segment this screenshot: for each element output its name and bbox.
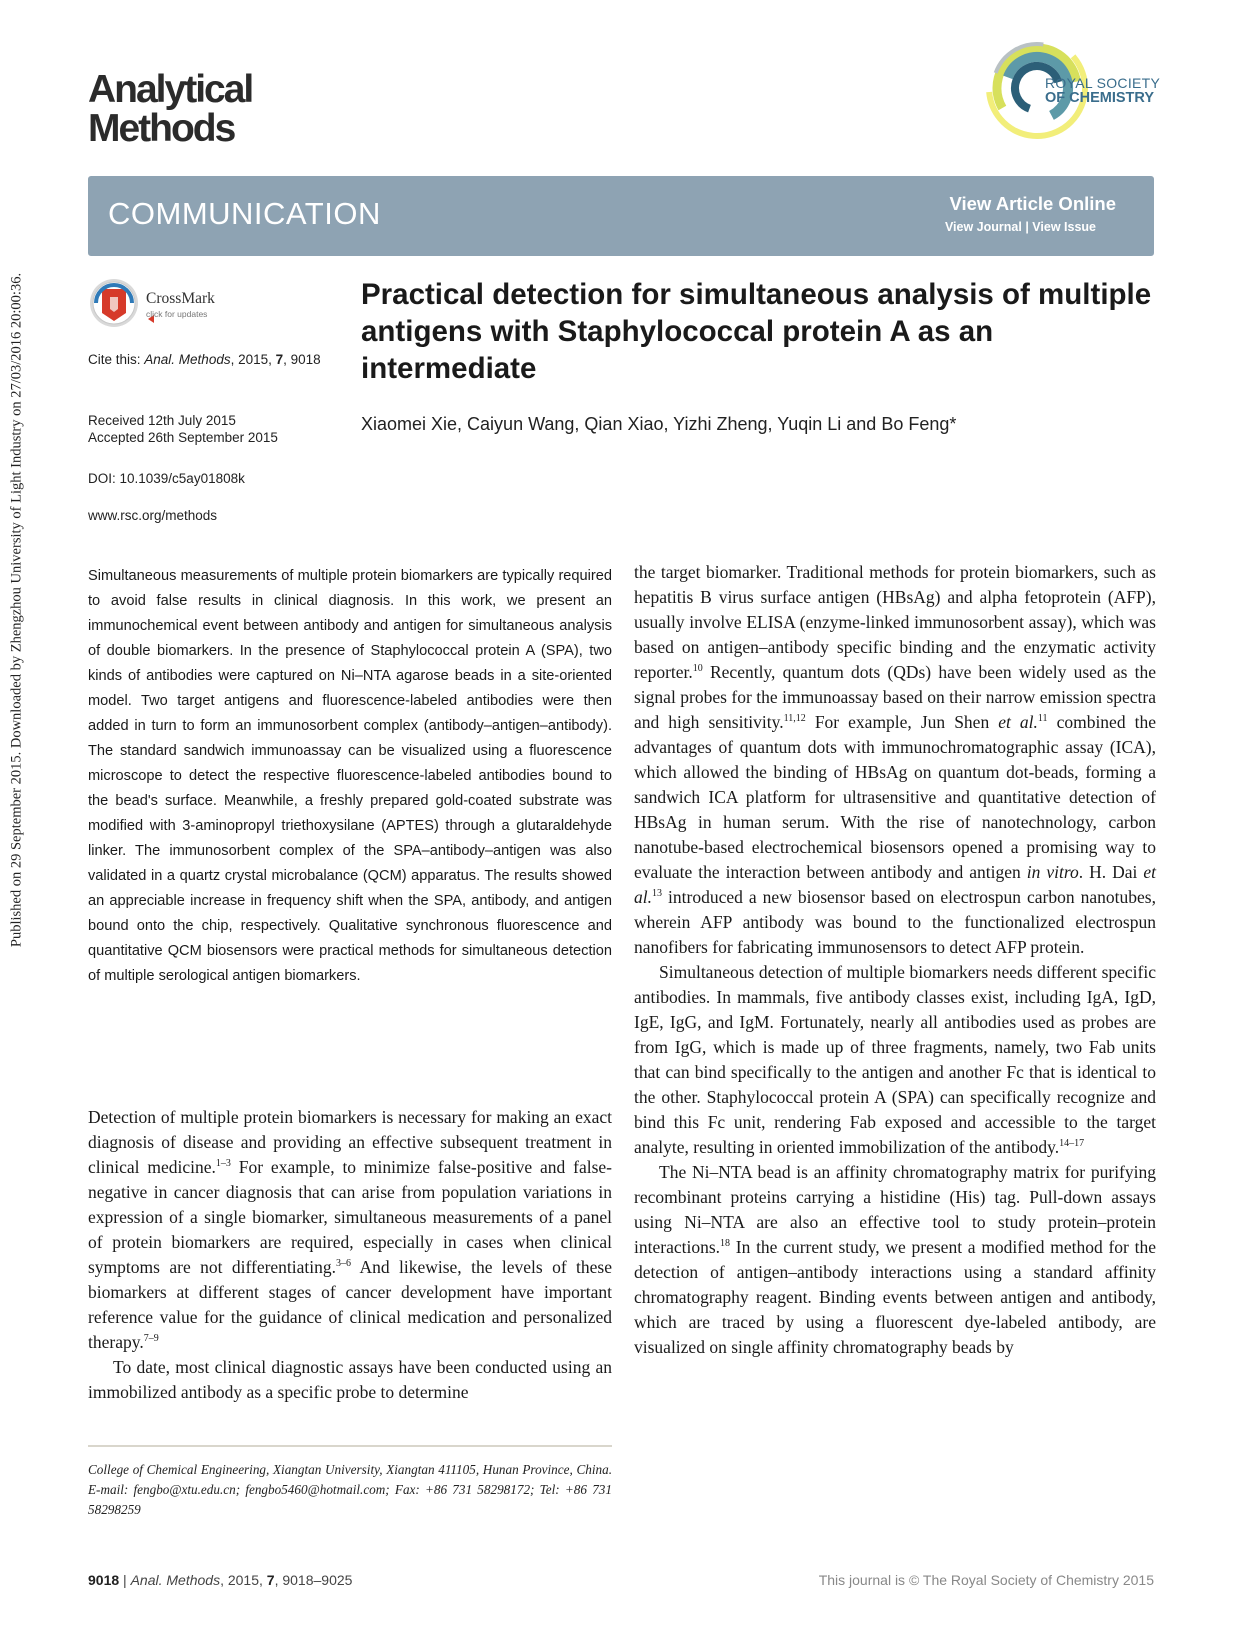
- view-links: [945, 220, 1096, 234]
- side-note-text: Published on 29 September 2015. Downloaded by Zhengzhou University of Light Industry on 27/03/2016 20:00:36.: [8, 272, 25, 948]
- article-title: Practical detection for simultaneous analysis of multiple antigens with Staphylococcal protein A as an intermediate: [361, 278, 1152, 385]
- doi[interactable]: DOI: 10.1039/c5ay01808k: [88, 471, 245, 486]
- journal-name-line1: Analytical: [88, 68, 253, 111]
- footer-journal: Anal. Methods: [130, 1572, 221, 1588]
- affiliation-footnote: College of Chemical Engineering, Xiangtan University, Xiangtan 411105, Hunan Province, China. E-mail: fengbo@xtu.edu.cn; fengbo5460@hotmail.com; Fax: +86 731 58298172; Tel: +86 731 58298259: [88, 1462, 612, 1517]
- reference-link[interactable]: 14–17: [1059, 1138, 1085, 1150]
- page-number: 9018: [88, 1572, 120, 1588]
- publisher-line1: ROYAL SOCIETY: [1045, 75, 1161, 91]
- reference-link[interactable]: 18: [720, 1238, 731, 1250]
- reference-link[interactable]: 10: [692, 663, 703, 675]
- text: combined the advantages of quantum dots with immunochromatographic assay (ICA), which allowed the binding of HBsAg on quantum dot-beads, forming a sandwich ICA platform for ultrasensitive and quantitative detection of HBsAg in human serum. With the rise of nanotechnology, carbon nanotube-based electrochemical biosensors opened a promising way to evaluate the interaction between antibody and antigen: [634, 712, 1156, 882]
- footer-separator: |: [119, 1572, 131, 1588]
- text: In the current study, we present a modified method for the detection of antigen–antibody interactions using a standard affinity chromatography reagent. Binding events between antigen and antibody, which are traced by using a fluorescent dye-labeled antibody, are visualized on single affinity chromatography beads by: [634, 1237, 1156, 1357]
- cite-volume: 7: [275, 352, 284, 367]
- paragraph: [88, 1105, 612, 1355]
- side-margin-note: [4, 200, 30, 1020]
- cite-year: , 2015,: [230, 352, 276, 367]
- cite-page: , 9018: [283, 352, 321, 367]
- crossmark-sublabel[interactable]: click for updates: [146, 309, 208, 319]
- received-date: Received 12th July 2015: [88, 413, 236, 428]
- text: . H. Dai: [1078, 862, 1144, 882]
- view-journal-link[interactable]: View Journal: [944, 220, 1022, 234]
- article-type-label: COMMUNICATION: [108, 196, 381, 231]
- abstract: Simultaneous measurements of multiple protein biomarkers are typically required to avoid false results in clinical diagnosis. In this work, we present an immunochemical event between antibody and antigen for simultaneous analysis of double biomarkers. In the presence of Staphylococcal protein A (SPA), two kinds of antibodies were captured on Ni–NTA agarose beads in a site-oriented model. Two target antigens and fluorescence-labeled antibodies were then added in turn to form an immunosorbent complex (antibody–antigen–antibody). The standard sandwich immunoassay can be visualized using a fluorescence microscope to detect the respective fluorescence-labeled antibodies bound to the bead's surface. Meanwhile, a freshly prepared gold-coated substrate was modified with 3-aminopropyl triethoxysilane (APTES) through a glutaraldehyde linker. The immunosorbent complex of the SPA–antibody–antigen was also validated in a quartz crystal microbalance (QCM) apparatus. The results showed an appreciable increase in frequency shift when the SPA, antibody, and antigen bound onto the chip, respectively. Qualitative synchronous fluorescence and quantitative QCM biosensors were practical methods for simultaneous detection of multiple serological antigen biomarkers.: [88, 568, 612, 984]
- reference-link[interactable]: 11: [1037, 713, 1048, 725]
- text-italic: et al.: [634, 862, 1157, 907]
- author-list: Xiaomei Xie, Caiyun Wang, Qian Xiao, Yizhi Zheng, Yuqin Li and Bo Feng*: [361, 414, 957, 434]
- text: The Ni–NTA bead is an affinity chromatography matrix for purifying recombinant proteins carrying a histidine (His) tag. Pull-down assays using Ni–NTA are also an effective tool to study protein–protein interactions.: [634, 1162, 1156, 1257]
- publisher-line2: OF CHEMISTRY: [1045, 90, 1155, 106]
- accepted-date: Accepted 26th September 2015: [88, 430, 278, 445]
- body-column-left: [88, 1105, 612, 1405]
- text: To date, most clinical diagnostic assays have been conducted using an immobilized antibody as a specific probe to determine: [88, 1357, 612, 1402]
- publisher-name: [1045, 76, 1160, 106]
- text: Simultaneous detection of multiple biomarkers needs different specific antibodies. In mammals, five antibody classes exist, including IgA, IgD, IgE, IgG, and IgM. Fortunately, nearly all antibodies used as probes are from IgG, which is made up of three fragments, namely, two Fab units that can bind specifically to the antigen and another Fc that is identical to the other. Staphylococcal protein A (SPA) can specifically recognize and bind this Fc unit, rendering Fab exposed and accessible to the target analyte, resulting in oriented immobilization of the antibody.: [634, 962, 1156, 1157]
- paragraph: [88, 1355, 612, 1405]
- footer-pages: , 9018–9025: [274, 1572, 353, 1588]
- reference-link[interactable]: 13: [652, 888, 662, 900]
- reference-link[interactable]: 1–3: [215, 1158, 231, 1170]
- footer-year: , 2015,: [220, 1572, 267, 1588]
- footnote-divider: [88, 1445, 612, 1447]
- footer-volume: 7: [266, 1572, 275, 1588]
- link-separator: |: [1025, 220, 1029, 234]
- paragraph: [634, 1160, 1156, 1360]
- journal-name-line2: Methods: [88, 107, 235, 150]
- text: For example, to minimize false-positive and false-negative in cancer diagnosis that can arise from population variations in expression of a single biomarker, simultaneous measurements of a panel of protein biomarkers are required, especially in cases when clinical symptoms are not differentiating.: [88, 1157, 613, 1277]
- paragraph: [634, 960, 1156, 1160]
- copyright-notice: This journal is © The Royal Society of Chemistry 2015: [818, 1572, 1154, 1588]
- cite-prefix: Cite this:: [88, 352, 145, 367]
- crossmark-label[interactable]: CrossMark: [146, 290, 215, 307]
- text: Detection of multiple protein biomarkers is necessary for making an exact diagnosis of disease and providing an effective subsequent treatment in clinical medicine.: [88, 1107, 612, 1177]
- dates: [88, 412, 278, 446]
- text: And likewise, the levels of these biomarkers at different stages of cancer development have important reference value for the guidance of clinical medication and personalized therapy.: [88, 1257, 612, 1352]
- text: For example, Jun Shen: [805, 712, 999, 732]
- text: Recently, quantum dots (QDs) have been widely used as the signal probes for the immunoassay based on their narrow emission spectra and high sensitivity.: [634, 662, 1156, 732]
- citation: [88, 352, 321, 367]
- view-issue-link[interactable]: View Issue: [1032, 220, 1096, 234]
- text: the target biomarker. Traditional methods for protein biomarkers, such as hepatitis B virus surface antigen (HBsAg) and alpha fetoprotein (AFP), usually involve ELISA (enzyme-linked immunosorbent assay), which was based on antigen–antibody specific binding and the enzymatic activity reporter.: [634, 562, 1156, 682]
- cite-journal: Anal. Methods: [144, 352, 231, 367]
- journal-website-link[interactable]: www.rsc.org/methods: [88, 508, 218, 523]
- reference-link[interactable]: 7–9: [143, 1333, 159, 1345]
- article-type-banner: [88, 176, 1154, 256]
- reference-link[interactable]: 11,12: [783, 713, 806, 725]
- reference-link[interactable]: 3–6: [336, 1258, 352, 1270]
- text-italic: in vitro: [1026, 862, 1079, 882]
- body-column-right: [634, 560, 1156, 1360]
- text-italic: et al.: [998, 712, 1038, 732]
- text: introduced a new biosensor based on electrospun carbon nanotubes, wherein AFP antibody was bound to the functionalized electrospun nanofibers for fabricating immunosensors to detect AFP protein.: [634, 887, 1156, 957]
- page-footer-citation: [88, 1572, 352, 1588]
- view-article-online-link[interactable]: View Article Online: [949, 193, 1116, 214]
- paragraph: [634, 560, 1156, 960]
- journal-logo[interactable]: [88, 70, 252, 148]
